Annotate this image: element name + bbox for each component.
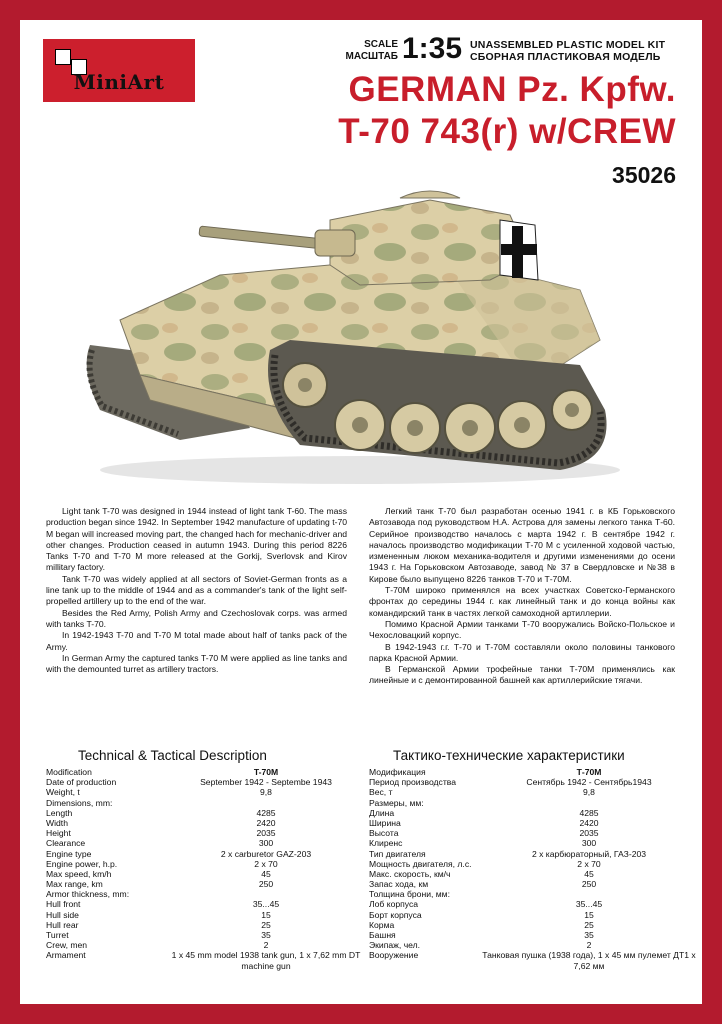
description-paragraph: Т-70М широко применялся на всех участках Советско-Германского фронтах до середины 1944 г. как линейный танк и до конца войны как командирский танк в частях легкой самоходной артиллерии. (369, 585, 675, 618)
description-paragraph: Tank T-70 was widely applied at all sectors of Soviet-German fronts as a line tank up to the middle of 1944 and as a commander's tank of the light self-propelled artillery up to the end of the war. (46, 573, 347, 607)
spec-label: Запас хода, км (369, 879, 429, 890)
box-art-sheet (20, 20, 702, 1004)
spec-value: 2 x 70 (254, 858, 278, 869)
spec-row (369, 777, 669, 787)
spec-label: Max speed, km/h (46, 868, 112, 879)
spec-label: Armament (46, 950, 86, 961)
spec-row (46, 889, 346, 899)
spec-value: 250 (581, 879, 597, 890)
spec-value: 35 (261, 930, 271, 940)
spec-row (46, 849, 346, 859)
balkenkreuz-icon (500, 220, 538, 280)
logo-square-icon (55, 49, 71, 65)
spec-value: 300 (258, 838, 274, 849)
spec-row (369, 920, 669, 930)
scale-value: 1:35 (402, 32, 463, 65)
spec-value: 2 (586, 940, 592, 951)
spec-row (46, 798, 346, 808)
description-paragraph: В 1942-1943 г.г. Т-70 и Т-70М составляли около половины танкового парка Красной Армии. (369, 641, 675, 663)
spec-label: Length (46, 807, 73, 818)
spec-row (369, 828, 669, 838)
spec-label: Башня (369, 930, 396, 940)
spec-row (46, 828, 346, 838)
spec-label: Max range, km (46, 879, 103, 890)
spec-label: Armor thickness, mm: (46, 889, 130, 900)
spec-row (369, 899, 669, 909)
spec-row (369, 767, 669, 777)
scale-label-ru: МАСШТАБ (345, 51, 398, 62)
spec-row (46, 818, 346, 828)
spec-label: Экипаж, чел. (369, 940, 421, 951)
description-paragraph: Помимо Красной Армии танками Т-70 вооружались Войско-Польское и Чехословацкий корпус. (369, 618, 675, 641)
scale-label-en: SCALE (364, 39, 398, 50)
spec-value: 2 х карбюраторный, ГАЗ-203 (531, 848, 647, 859)
spec-row (46, 910, 346, 920)
spec-value: 4285 (579, 807, 599, 818)
spec-value: 300 (581, 838, 597, 849)
spec-row (369, 930, 669, 940)
spec-value: September 1942 - Septembe 1943 (200, 777, 332, 788)
description-paragraph: Light tank T-70 was designed in 1944 instead of light tank T-60. The mass production began since 1942. In September 1942 manufacture of updating t-70 M began will increased moving part, the changed hach for mechanic-driver and other changes. Production ceased in autumn 1943. During this period 8226 Tanks T-70 and T-70 M more released at the Gorkij, Sverlovsk and Kirov millitary factory. (46, 506, 347, 573)
spec-row (369, 950, 696, 971)
spec-value: 45 (584, 868, 594, 879)
spec-label: Модификация (369, 767, 426, 777)
spec-row (46, 950, 361, 971)
spec-value: 2035 (256, 828, 276, 839)
kit-type-en: UNASSEMBLED PLASTIC MODEL KIT (470, 39, 666, 51)
spec-row (369, 787, 669, 797)
spec-value: 4285 (256, 807, 276, 818)
spec-row (46, 869, 346, 879)
spec-value: 2420 (579, 817, 599, 828)
spec-label: Crew, men (46, 940, 88, 951)
spec-label: Корма (369, 919, 395, 930)
spec-row (46, 899, 346, 909)
spec-value: 25 (261, 919, 271, 930)
spec-label: Длина (369, 807, 395, 818)
spec-label: Высота (369, 828, 399, 839)
spec-value: 35...45 (252, 899, 280, 910)
spec-row (46, 859, 346, 869)
specs-title-en: Technical & Tactical Description (78, 748, 267, 763)
spec-row (46, 777, 346, 787)
spec-label: Мощность двигателя, л.с. (369, 858, 472, 869)
description-paragraph: Besides the Red Army, Polish Army and Czechoslovak corps. was armed with tanks T-70. (46, 607, 347, 629)
spec-label: Размеры, мм: (369, 797, 424, 808)
spec-label: Толщина брони, мм: (369, 889, 450, 900)
spec-label: Клиренс (369, 838, 403, 849)
spec-value: 1 x 45 mm model 1938 tank gun, 1 x 7,62 mm DT machine gun (171, 950, 361, 971)
spec-row (369, 859, 669, 869)
spec-row (46, 920, 346, 930)
spec-value: 250 (258, 879, 274, 890)
specs-table-ru (369, 767, 696, 971)
spec-row (46, 787, 346, 797)
spec-row (369, 940, 669, 950)
miniart-logo (43, 39, 195, 102)
spec-value: 2035 (579, 828, 599, 839)
spec-label: Hull front (46, 899, 81, 910)
specs-table-en (46, 767, 361, 971)
spec-label: Макс. скорость, км/ч (369, 868, 451, 879)
spec-value: 45 (261, 868, 271, 879)
spec-value: 2 (263, 940, 269, 951)
spec-label: Вес, т (369, 787, 393, 798)
spec-label: Date of production (46, 777, 117, 788)
spec-label: Hull side (46, 909, 79, 920)
spec-row (369, 889, 669, 899)
spec-label: Width (46, 817, 68, 828)
spec-value: Т-70М (576, 767, 602, 777)
spec-row (46, 940, 346, 950)
spec-label: Height (46, 828, 71, 839)
description-en (46, 506, 347, 675)
spec-row (369, 849, 669, 859)
spec-value: 9,8 (583, 787, 595, 798)
spec-row (46, 838, 346, 848)
spec-row (369, 910, 669, 920)
description-paragraph: In 1942-1943 T-70 and T-70 M total made about half of tanks pack of the Army. (46, 630, 347, 652)
tank-illustration (60, 170, 620, 490)
spec-label: Modification (46, 767, 92, 777)
turret (199, 191, 530, 285)
brand-name: MiniArt (73, 70, 165, 94)
description-paragraph: Легкий танк Т-70 был разработан осенью 1941 г. в КБ Горьковского Автозавода под руководством Н.А. Астрова для замены легкого танка Т-60. Серийное производство началось с марта 1942 г. В сентябре 1942 г. началось производство модификации Т-70 М с усиленной ходовой частью, измененным люком механика-водителя и другими изменениями до осени 1943 г. На Горьковском Автозаводе, завод № 37 в Свердловске и №38 в Кирове было выпущено 8226 танков Т-70 и Т-70М. (369, 506, 675, 584)
spec-label: Ширина (369, 817, 401, 828)
description-paragraph: In German Army the captured tanks T-70 M were applied as line tanks and with the demounted turret as artillery tractors. (46, 652, 347, 675)
spec-value: 25 (584, 919, 594, 930)
spec-label: Weight, t (46, 787, 80, 798)
spec-value: 35...45 (575, 899, 603, 910)
spec-label: Вооружение (369, 950, 419, 961)
spec-value: 15 (584, 909, 594, 920)
spec-value: 2 х 70 (577, 858, 601, 869)
spec-row (369, 798, 669, 808)
spec-row (369, 838, 669, 848)
kit-number: 35026 (612, 162, 676, 188)
spec-row (369, 808, 669, 818)
spec-label: Период производства (369, 777, 457, 788)
spec-row (369, 869, 669, 879)
spec-label: Тип двигателя (369, 848, 426, 859)
spec-value: 35 (584, 930, 594, 940)
spec-row (369, 879, 669, 889)
spec-label: Engine power, h.p. (46, 858, 118, 869)
description-paragraph: В Германской Армии трофейные танки Т-70М применялись как линейные и с демонтированной башней как артиллерийские тягачи. (369, 664, 675, 686)
spec-value: Танковая пушка (1938 года), 1 х 45 мм пулемет ДТ1 х 7,62 мм (482, 950, 696, 971)
spec-value: 2420 (256, 817, 276, 828)
spec-label: Лоб корпуса (369, 899, 419, 910)
specs-title-ru: Тактико-технические характеристики (393, 748, 625, 763)
spec-value: Сентябрь 1942 - Сентябрь1943 (526, 777, 652, 788)
title-line-2: T-70 743(r) w/CREW (338, 112, 676, 151)
spec-row (46, 808, 346, 818)
spec-label: Turret (46, 930, 69, 940)
kit-type-ru: СБОРНАЯ ПЛАСТИКОВАЯ МОДЕЛЬ (470, 51, 661, 63)
title-line-1: GERMAN Pz. Kpfw. (348, 70, 676, 109)
spec-label: Engine type (46, 848, 92, 859)
spec-row (46, 930, 346, 940)
description-ru (369, 506, 675, 687)
spec-label: Clearance (46, 838, 86, 849)
spec-label: Dimensions, mm: (46, 797, 113, 808)
spec-row (369, 818, 669, 828)
spec-row (46, 879, 346, 889)
spec-value: T-70M (253, 767, 279, 777)
spec-value: 2 x carburetor GAZ-203 (220, 848, 312, 859)
spec-label: Борт корпуса (369, 909, 422, 920)
spec-row (46, 767, 346, 777)
spec-value: 9,8 (260, 787, 272, 798)
spec-value: 15 (261, 909, 271, 920)
spec-label: Hull rear (46, 919, 79, 930)
